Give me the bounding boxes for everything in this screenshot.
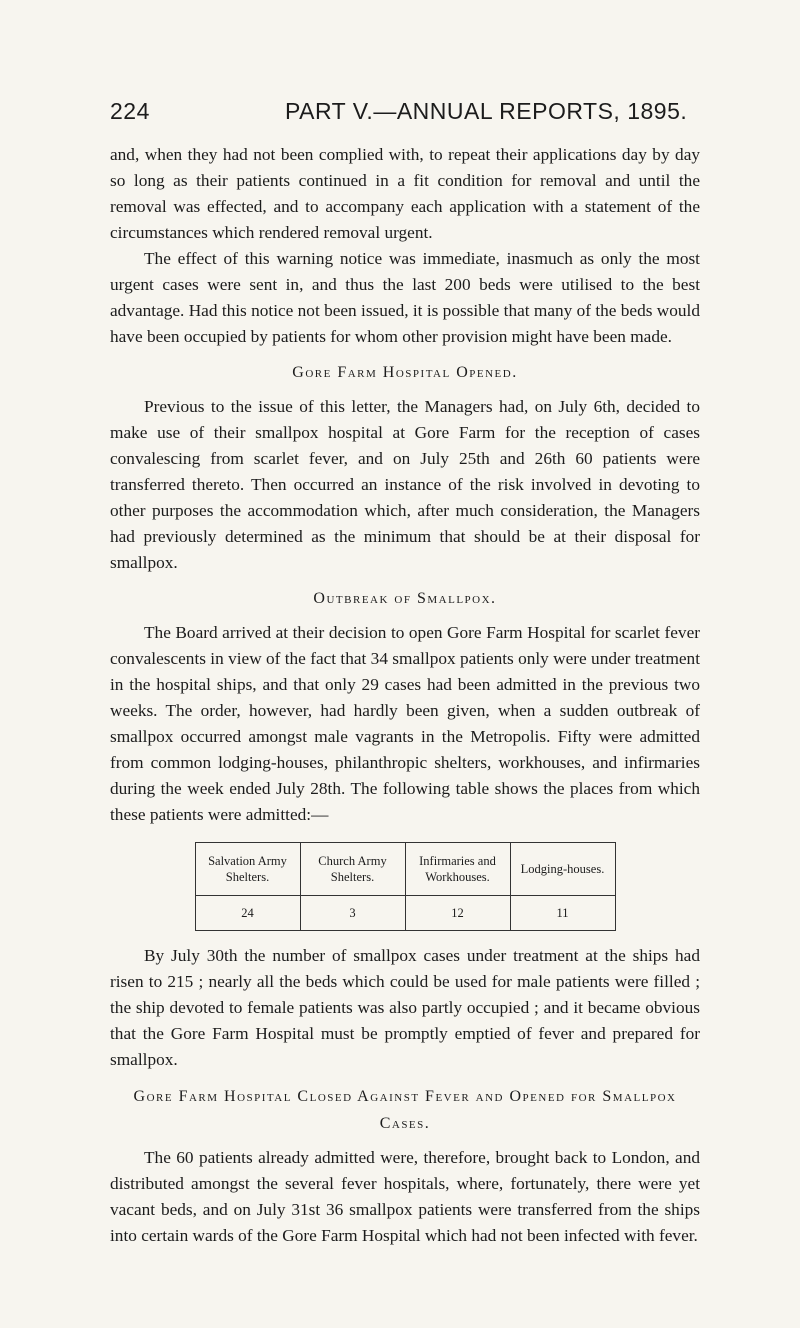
paragraph-1: and, when they had not been complied with, to repeat their applications day by day so long as their patients continued in a fit condition for removal and until the removal was effected, and to accompany each application with a statement of the circumstances which rendered removal urgent. [110, 145, 700, 242]
admissions-table [195, 842, 616, 931]
paragraph-4: The Board arrived at their decision to open Gore Farm Hospital for scarlet fever convalescents in view of the fact that 34 smallpox patients only were under treatment in the hospital ships, and that only 29 cases had been admitted in the previous two weeks. The order, however, had hardly been given, when a sudden outbreak of smallpox occurred amongst male vagrants in the Metropolis. Fifty were admitted from common lodging-houses, philanthropic shelters, workhouses, and infirmaries during the week ended July 28th. The following table shows the places from which these patients were admitted:— [110, 623, 700, 824]
table-header-cell: Salvation Army Shelters. [195, 843, 300, 896]
table-cell: 3 [300, 896, 405, 931]
table-header-cell: Lodging-houses. [510, 843, 615, 896]
table-cell: 12 [405, 896, 510, 931]
table-cell: 24 [195, 896, 300, 931]
running-title: PART V.—ANNUAL REPORTS, 1895. [285, 98, 688, 124]
section-heading-outbreak: Outbreak of Smallpox. [313, 590, 497, 607]
paragraph-6: The 60 patients already admitted were, therefore, brought back to London, and distributed amongst the several fever hospitals, where, fortunately, there were yet vacant beds, and on July 31st 36 smallpox patients were transferred from the ships into certain wards of the Gore Farm Hospital which had not been infected with fever. [110, 1148, 700, 1245]
paragraph-5: By July 30th the number of smallpox cases under treatment at the ships had risen to 215 ; nearly all the beds which could be used for male patients were filled ; the ship devoted to female patients was also partly occupied ; and it became obvious that the Gore Farm Hospital must be promptly emptied of fever and prepared for smallpox. [110, 946, 700, 1069]
paragraph-3: Previous to the issue of this letter, the Managers had, on July 6th, decided to make use of their smallpox hospital at Gore Farm for the reception of cases convalescing from scarlet fever, and on July 25th and 26th 60 patients were transferred thereto. Then occurred an instance of the risk involved in devoting to other purposes the accommodation which, after much consideration, the Managers had previously determined as the minimum that should be at their disposal for smallpox. [110, 397, 700, 572]
table-cell: 11 [510, 896, 615, 931]
paragraph-2: The effect of this warning notice was immediate, inasmuch as only the most urgent cases were sent in, and thus the last 200 beds were utilised to the best advantage. Had this notice not been issued, it is possible that many of the beds would have been occupied by patients for whom other provision might have been made. [110, 249, 700, 346]
table-row [195, 896, 615, 931]
page-body [110, 142, 700, 1249]
table-header-cell: Infirmaries and Workhouses. [405, 843, 510, 896]
section-heading-gore-farm-opened: Gore Farm Hospital Opened. [292, 364, 518, 381]
page-number: 224 [110, 98, 150, 124]
table-header-row [195, 843, 615, 896]
section-heading-gore-farm-closed: Gore Farm Hospital Closed Against Fever and Opened for Smallpox Cases. [133, 1088, 677, 1132]
table-header-cell: Church Army Shelters. [300, 843, 405, 896]
